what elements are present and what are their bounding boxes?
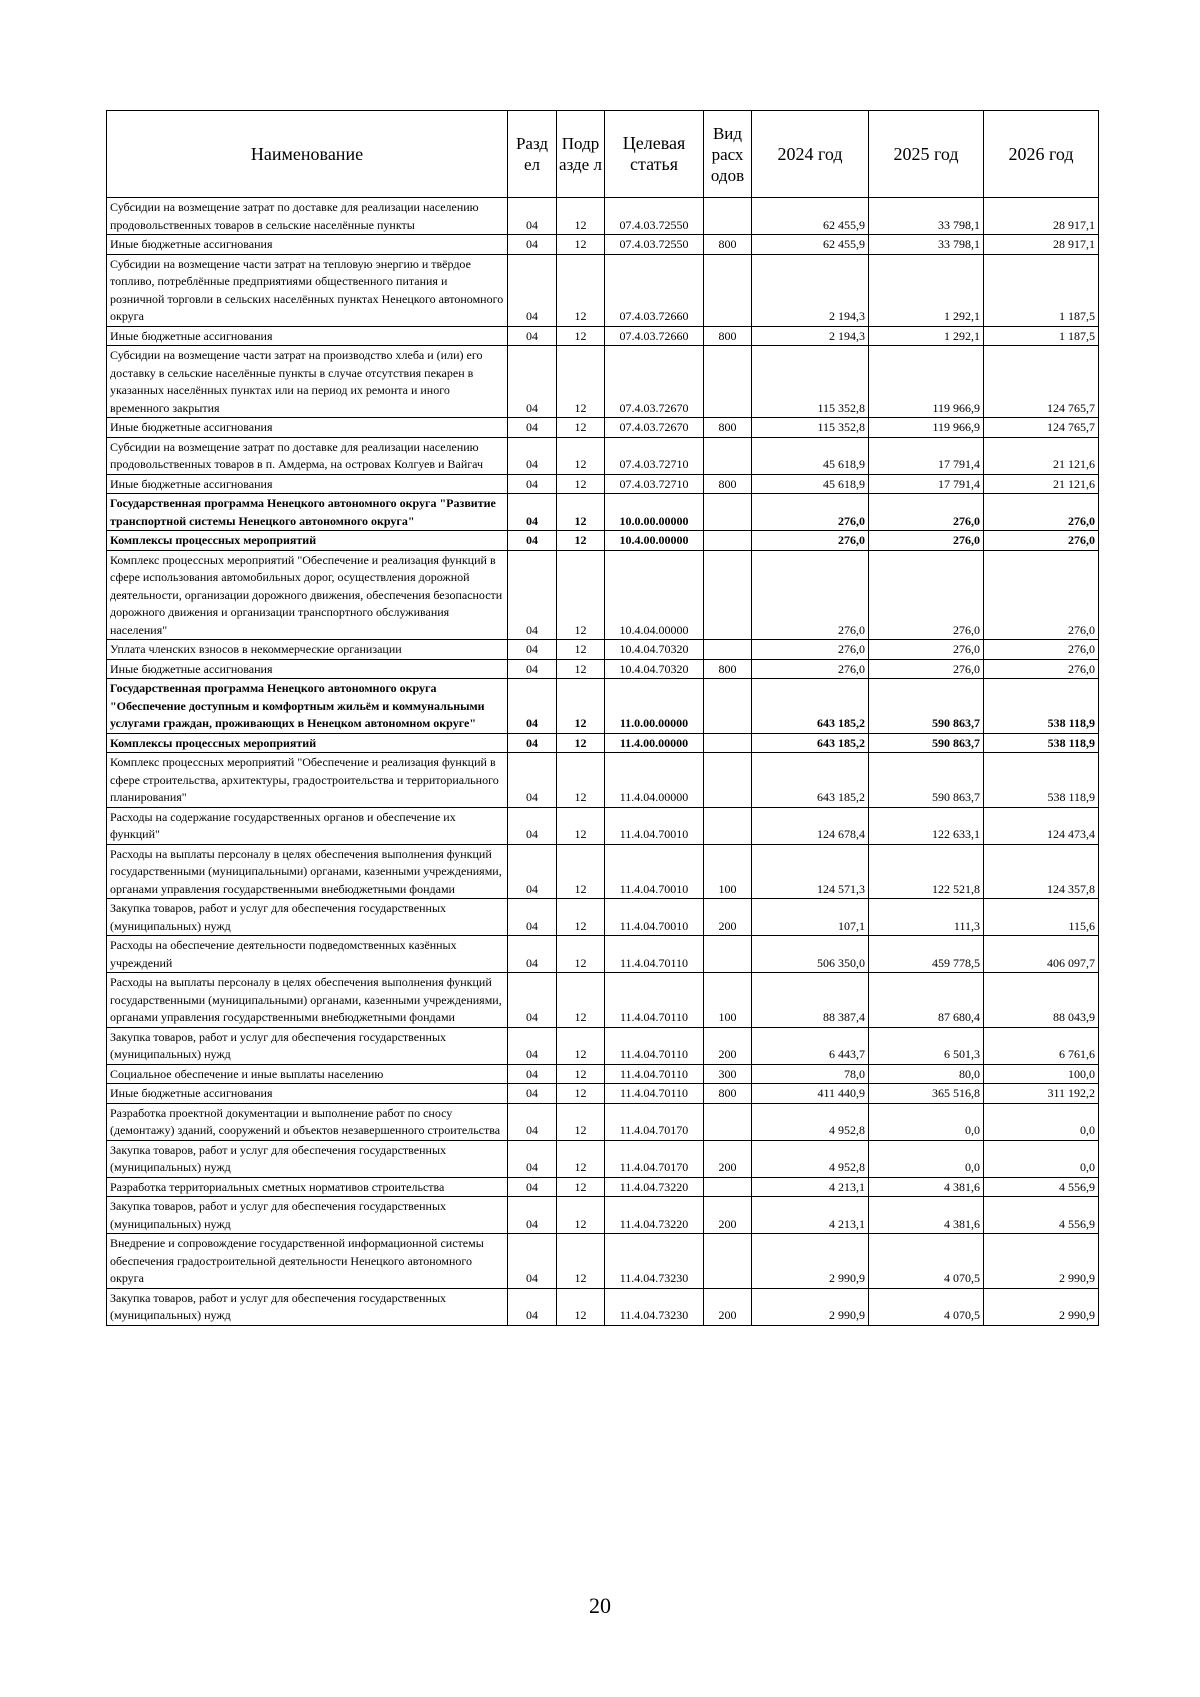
table-row bbox=[107, 531, 1099, 551]
cell-2026: 124 357,8 bbox=[984, 844, 1099, 899]
cell-name: Разработка проектной документации и выполнение работ по сносу (демонтажу) зданий, сооружений и объектов незавершенного строительства bbox=[107, 1103, 508, 1140]
cell-podrazdel: 12 bbox=[557, 418, 605, 438]
cell-razdel: 04 bbox=[508, 1084, 557, 1104]
cell-2025: 17 791,4 bbox=[869, 474, 984, 494]
cell-2025: 365 516,8 bbox=[869, 1084, 984, 1104]
cell-2026: 276,0 bbox=[984, 531, 1099, 551]
cell-target-article: 11.4.04.70170 bbox=[605, 1103, 704, 1140]
page-number: 20 bbox=[589, 1593, 611, 1618]
cell-expense-type: 200 bbox=[704, 1027, 752, 1064]
cell-razdel: 04 bbox=[508, 844, 557, 899]
table-row bbox=[107, 1064, 1099, 1084]
cell-name: Закупка товаров, работ и услуг для обеспечения государственных (муниципальных) нужд bbox=[107, 1197, 508, 1234]
cell-podrazdel: 12 bbox=[557, 326, 605, 346]
cell-2026: 311 192,2 bbox=[984, 1084, 1099, 1104]
cell-2025: 459 778,5 bbox=[869, 936, 984, 973]
header-target-article: Целевая статья bbox=[605, 111, 704, 198]
cell-name: Расходы на содержание государственных органов и обеспечение их функций" bbox=[107, 807, 508, 844]
cell-podrazdel: 12 bbox=[557, 936, 605, 973]
cell-name: Иные бюджетные ассигнования bbox=[107, 326, 508, 346]
cell-podrazdel: 12 bbox=[557, 254, 605, 326]
cell-2024: 115 352,8 bbox=[752, 346, 869, 418]
table-row bbox=[107, 1197, 1099, 1234]
cell-2026: 21 121,6 bbox=[984, 437, 1099, 474]
cell-2025: 276,0 bbox=[869, 640, 984, 660]
cell-target-article: 10.4.04.70320 bbox=[605, 640, 704, 660]
cell-expense-type: 200 bbox=[704, 1197, 752, 1234]
cell-2026: 2 990,9 bbox=[984, 1234, 1099, 1289]
table-body bbox=[107, 198, 1099, 1326]
cell-2025: 122 633,1 bbox=[869, 807, 984, 844]
cell-target-article: 11.4.04.70110 bbox=[605, 936, 704, 973]
cell-2025: 276,0 bbox=[869, 494, 984, 531]
table-row bbox=[107, 550, 1099, 640]
cell-razdel: 04 bbox=[508, 640, 557, 660]
cell-2024: 45 618,9 bbox=[752, 474, 869, 494]
cell-target-article: 11.4.04.70110 bbox=[605, 1027, 704, 1064]
cell-name: Государственная программа Ненецкого автономного округа "Развитие транспортной системы Ненецкого автономного округа" bbox=[107, 494, 508, 531]
cell-target-article: 11.4.04.73230 bbox=[605, 1288, 704, 1325]
header-2025: 2025 год bbox=[869, 111, 984, 198]
cell-razdel: 04 bbox=[508, 550, 557, 640]
cell-target-article: 11.4.04.70170 bbox=[605, 1140, 704, 1177]
cell-2025: 6 501,3 bbox=[869, 1027, 984, 1064]
table-row bbox=[107, 198, 1099, 235]
cell-name: Иные бюджетные ассигнования bbox=[107, 418, 508, 438]
cell-2025: 276,0 bbox=[869, 531, 984, 551]
cell-name: Расходы на обеспечение деятельности подведомственных казённых учреждений bbox=[107, 936, 508, 973]
table-row bbox=[107, 1084, 1099, 1104]
cell-2024: 4 952,8 bbox=[752, 1103, 869, 1140]
cell-razdel: 04 bbox=[508, 1234, 557, 1289]
cell-2024: 2 194,3 bbox=[752, 254, 869, 326]
cell-target-article: 11.0.00.00000 bbox=[605, 679, 704, 734]
cell-expense-type bbox=[704, 640, 752, 660]
table-row bbox=[107, 326, 1099, 346]
cell-razdel: 04 bbox=[508, 1140, 557, 1177]
cell-2026: 406 097,7 bbox=[984, 936, 1099, 973]
cell-podrazdel: 12 bbox=[557, 1177, 605, 1197]
cell-2024: 2 990,9 bbox=[752, 1288, 869, 1325]
cell-2024: 88 387,4 bbox=[752, 973, 869, 1028]
cell-podrazdel: 12 bbox=[557, 1103, 605, 1140]
cell-expense-type: 100 bbox=[704, 844, 752, 899]
table-row bbox=[107, 1103, 1099, 1140]
cell-2026: 100,0 bbox=[984, 1064, 1099, 1084]
cell-expense-type: 800 bbox=[704, 235, 752, 255]
cell-name: Расходы на выплаты персоналу в целях обеспечения выполнения функций государственными (муниципальными) органами, казенными учреждениями, органами управления государственными внебюджетными фондами bbox=[107, 844, 508, 899]
cell-name: Иные бюджетные ассигнования bbox=[107, 474, 508, 494]
cell-2024: 2 194,3 bbox=[752, 326, 869, 346]
table-row bbox=[107, 1234, 1099, 1289]
cell-expense-type bbox=[704, 1234, 752, 1289]
cell-2024: 62 455,9 bbox=[752, 235, 869, 255]
cell-2026: 28 917,1 bbox=[984, 235, 1099, 255]
cell-2025: 276,0 bbox=[869, 659, 984, 679]
cell-2025: 33 798,1 bbox=[869, 235, 984, 255]
cell-2026: 88 043,9 bbox=[984, 973, 1099, 1028]
cell-target-article: 11.4.04.73220 bbox=[605, 1197, 704, 1234]
cell-2026: 124 765,7 bbox=[984, 346, 1099, 418]
cell-razdel: 04 bbox=[508, 1103, 557, 1140]
table-row bbox=[107, 437, 1099, 474]
cell-2026: 538 118,9 bbox=[984, 733, 1099, 753]
cell-2025: 590 863,7 bbox=[869, 679, 984, 734]
table-header-row bbox=[107, 111, 1099, 198]
cell-razdel: 04 bbox=[508, 1064, 557, 1084]
header-name: Наименование bbox=[107, 111, 508, 198]
cell-expense-type bbox=[704, 733, 752, 753]
cell-podrazdel: 12 bbox=[557, 899, 605, 936]
cell-2024: 2 990,9 bbox=[752, 1234, 869, 1289]
cell-target-article: 11.4.04.70110 bbox=[605, 1064, 704, 1084]
cell-podrazdel: 12 bbox=[557, 1288, 605, 1325]
cell-2026: 0,0 bbox=[984, 1103, 1099, 1140]
cell-2025: 4 381,6 bbox=[869, 1177, 984, 1197]
cell-razdel: 04 bbox=[508, 418, 557, 438]
table-row bbox=[107, 679, 1099, 734]
table-row bbox=[107, 640, 1099, 660]
cell-expense-type bbox=[704, 531, 752, 551]
cell-2026: 0,0 bbox=[984, 1140, 1099, 1177]
cell-2024: 643 185,2 bbox=[752, 753, 869, 808]
cell-expense-type bbox=[704, 198, 752, 235]
cell-2025: 4 381,6 bbox=[869, 1197, 984, 1234]
cell-2025: 33 798,1 bbox=[869, 198, 984, 235]
cell-name: Социальное обеспечение и иные выплаты населению bbox=[107, 1064, 508, 1084]
cell-expense-type: 200 bbox=[704, 1140, 752, 1177]
cell-podrazdel: 12 bbox=[557, 494, 605, 531]
cell-podrazdel: 12 bbox=[557, 1234, 605, 1289]
cell-name: Внедрение и сопровождение государственной информационной системы обеспечения градостроительной деятельности Ненецкого автономного округа bbox=[107, 1234, 508, 1289]
cell-name: Расходы на выплаты персоналу в целях обеспечения выполнения функций государственными (муниципальными) органами, казенными учреждениями, органами управления государственными внебюджетными фондами bbox=[107, 973, 508, 1028]
cell-podrazdel: 12 bbox=[557, 733, 605, 753]
cell-podrazdel: 12 bbox=[557, 437, 605, 474]
cell-2024: 62 455,9 bbox=[752, 198, 869, 235]
cell-target-article: 10.4.00.00000 bbox=[605, 531, 704, 551]
cell-podrazdel: 12 bbox=[557, 659, 605, 679]
cell-razdel: 04 bbox=[508, 733, 557, 753]
cell-target-article: 11.4.00.00000 bbox=[605, 733, 704, 753]
cell-podrazdel: 12 bbox=[557, 1197, 605, 1234]
cell-2025: 119 966,9 bbox=[869, 418, 984, 438]
cell-podrazdel: 12 bbox=[557, 346, 605, 418]
cell-2024: 6 443,7 bbox=[752, 1027, 869, 1064]
cell-razdel: 04 bbox=[508, 1197, 557, 1234]
cell-name: Субсидии на возмещение затрат по доставке для реализации населению продовольственных товаров в п. Амдерма, на островах Колгуев и Вайгач bbox=[107, 437, 508, 474]
cell-expense-type bbox=[704, 550, 752, 640]
cell-name: Субсидии на возмещение затрат по доставке для реализации населению продовольственных товаров в сельские населённые пункты bbox=[107, 198, 508, 235]
cell-2026: 4 556,9 bbox=[984, 1177, 1099, 1197]
cell-name: Закупка товаров, работ и услуг для обеспечения государственных (муниципальных) нужд bbox=[107, 1140, 508, 1177]
cell-razdel: 04 bbox=[508, 679, 557, 734]
table-row bbox=[107, 1140, 1099, 1177]
cell-2025: 276,0 bbox=[869, 550, 984, 640]
cell-razdel: 04 bbox=[508, 936, 557, 973]
cell-name: Комплексы процессных мероприятий bbox=[107, 531, 508, 551]
cell-podrazdel: 12 bbox=[557, 474, 605, 494]
cell-2025: 122 521,8 bbox=[869, 844, 984, 899]
cell-2025: 590 863,7 bbox=[869, 753, 984, 808]
cell-podrazdel: 12 bbox=[557, 1084, 605, 1104]
table-row bbox=[107, 807, 1099, 844]
cell-razdel: 04 bbox=[508, 346, 557, 418]
table-row bbox=[107, 418, 1099, 438]
cell-2024: 276,0 bbox=[752, 659, 869, 679]
cell-expense-type bbox=[704, 346, 752, 418]
cell-2025: 0,0 bbox=[869, 1103, 984, 1140]
cell-podrazdel: 12 bbox=[557, 973, 605, 1028]
cell-target-article: 07.4.03.72550 bbox=[605, 235, 704, 255]
cell-2024: 4 213,1 bbox=[752, 1197, 869, 1234]
cell-target-article: 10.4.04.00000 bbox=[605, 550, 704, 640]
cell-target-article: 07.4.03.72550 bbox=[605, 198, 704, 235]
cell-expense-type: 200 bbox=[704, 1288, 752, 1325]
cell-target-article: 07.4.03.72710 bbox=[605, 437, 704, 474]
cell-name: Закупка товаров, работ и услуг для обеспечения государственных (муниципальных) нужд bbox=[107, 1027, 508, 1064]
table-row bbox=[107, 973, 1099, 1028]
cell-razdel: 04 bbox=[508, 659, 557, 679]
table-row bbox=[107, 1177, 1099, 1197]
cell-razdel: 04 bbox=[508, 254, 557, 326]
cell-podrazdel: 12 bbox=[557, 1140, 605, 1177]
cell-expense-type bbox=[704, 753, 752, 808]
cell-name: Комплекс процессных мероприятий "Обеспечение и реализация функций в сфере строительства, архитектуры, градостроительства и территориального планирования" bbox=[107, 753, 508, 808]
cell-razdel: 04 bbox=[508, 326, 557, 346]
budget-table bbox=[106, 110, 1099, 1326]
cell-expense-type: 800 bbox=[704, 659, 752, 679]
cell-expense-type bbox=[704, 437, 752, 474]
cell-2026: 6 761,6 bbox=[984, 1027, 1099, 1064]
cell-name: Закупка товаров, работ и услуг для обеспечения государственных (муниципальных) нужд bbox=[107, 899, 508, 936]
cell-2024: 124 678,4 bbox=[752, 807, 869, 844]
cell-expense-type: 300 bbox=[704, 1064, 752, 1084]
cell-2024: 276,0 bbox=[752, 494, 869, 531]
header-razdel: Разд ел bbox=[508, 111, 557, 198]
cell-podrazdel: 12 bbox=[557, 550, 605, 640]
cell-razdel: 04 bbox=[508, 474, 557, 494]
cell-target-article: 07.4.03.72670 bbox=[605, 346, 704, 418]
cell-razdel: 04 bbox=[508, 235, 557, 255]
header-podrazdel: Подр азде л bbox=[557, 111, 605, 198]
cell-razdel: 04 bbox=[508, 973, 557, 1028]
cell-target-article: 07.4.03.72710 bbox=[605, 474, 704, 494]
cell-expense-type: 200 bbox=[704, 899, 752, 936]
cell-2026: 4 556,9 bbox=[984, 1197, 1099, 1234]
cell-name: Комплекс процессных мероприятий "Обеспечение и реализация функций в сфере использования автомобильных дорог, осуществления дорожной деятельности, организации дорожного движения, обеспечения безопасности дорожного движения и организации транспортного обслуживания населения" bbox=[107, 550, 508, 640]
cell-2026: 2 990,9 bbox=[984, 1288, 1099, 1325]
cell-2026: 124 473,4 bbox=[984, 807, 1099, 844]
cell-name: Иные бюджетные ассигнования bbox=[107, 235, 508, 255]
cell-target-article: 11.4.04.70010 bbox=[605, 899, 704, 936]
cell-2024: 411 440,9 bbox=[752, 1084, 869, 1104]
header-2026: 2026 год bbox=[984, 111, 1099, 198]
cell-2025: 4 070,5 bbox=[869, 1234, 984, 1289]
cell-2026: 276,0 bbox=[984, 640, 1099, 660]
table-row bbox=[107, 235, 1099, 255]
cell-2024: 643 185,2 bbox=[752, 733, 869, 753]
cell-2026: 276,0 bbox=[984, 550, 1099, 640]
cell-target-article: 11.4.04.70010 bbox=[605, 807, 704, 844]
cell-expense-type bbox=[704, 679, 752, 734]
cell-razdel: 04 bbox=[508, 899, 557, 936]
cell-2026: 115,6 bbox=[984, 899, 1099, 936]
cell-expense-type bbox=[704, 1177, 752, 1197]
cell-expense-type bbox=[704, 494, 752, 531]
cell-target-article: 07.4.03.72670 bbox=[605, 418, 704, 438]
cell-2026: 21 121,6 bbox=[984, 474, 1099, 494]
cell-expense-type bbox=[704, 1103, 752, 1140]
cell-target-article: 11.4.04.73230 bbox=[605, 1234, 704, 1289]
cell-2026: 538 118,9 bbox=[984, 679, 1099, 734]
cell-2025: 1 292,1 bbox=[869, 254, 984, 326]
cell-expense-type: 100 bbox=[704, 973, 752, 1028]
cell-2024: 4 952,8 bbox=[752, 1140, 869, 1177]
cell-name: Закупка товаров, работ и услуг для обеспечения государственных (муниципальных) нужд bbox=[107, 1288, 508, 1325]
cell-2025: 87 680,4 bbox=[869, 973, 984, 1028]
cell-name: Иные бюджетные ассигнования bbox=[107, 1084, 508, 1104]
cell-razdel: 04 bbox=[508, 1027, 557, 1064]
cell-2024: 115 352,8 bbox=[752, 418, 869, 438]
cell-2026: 276,0 bbox=[984, 659, 1099, 679]
cell-expense-type: 800 bbox=[704, 418, 752, 438]
table-row bbox=[107, 753, 1099, 808]
cell-name: Разработка территориальных сметных нормативов строительства bbox=[107, 1177, 508, 1197]
cell-expense-type: 800 bbox=[704, 474, 752, 494]
cell-razdel: 04 bbox=[508, 437, 557, 474]
cell-name: Государственная программа Ненецкого автономного округа "Обеспечение доступным и комфортным жильём и коммунальными услугами граждан, проживающих в Ненецком автономном округе" bbox=[107, 679, 508, 734]
cell-razdel: 04 bbox=[508, 1288, 557, 1325]
cell-name: Субсидии на возмещение части затрат на производство хлеба и (или) его доставку в сельские населённые пункты в случае отсутствия пекарен в указанных населённых пунктах или на период их ремонта и иного временного закрытия bbox=[107, 346, 508, 418]
cell-expense-type bbox=[704, 807, 752, 844]
cell-2025: 17 791,4 bbox=[869, 437, 984, 474]
header-2024: 2024 год bbox=[752, 111, 869, 198]
cell-2026: 28 917,1 bbox=[984, 198, 1099, 235]
cell-2026: 1 187,5 bbox=[984, 326, 1099, 346]
cell-2025: 0,0 bbox=[869, 1140, 984, 1177]
table-row bbox=[107, 494, 1099, 531]
cell-podrazdel: 12 bbox=[557, 235, 605, 255]
cell-target-article: 11.4.04.70110 bbox=[605, 1084, 704, 1104]
cell-2026: 124 765,7 bbox=[984, 418, 1099, 438]
cell-target-article: 11.4.04.73220 bbox=[605, 1177, 704, 1197]
cell-2024: 124 571,3 bbox=[752, 844, 869, 899]
cell-2024: 4 213,1 bbox=[752, 1177, 869, 1197]
cell-expense-type bbox=[704, 254, 752, 326]
cell-razdel: 04 bbox=[508, 198, 557, 235]
cell-podrazdel: 12 bbox=[557, 531, 605, 551]
cell-2025: 590 863,7 bbox=[869, 733, 984, 753]
cell-target-article: 11.4.04.70110 bbox=[605, 973, 704, 1028]
cell-razdel: 04 bbox=[508, 494, 557, 531]
cell-name: Комплексы процессных мероприятий bbox=[107, 733, 508, 753]
cell-2025: 4 070,5 bbox=[869, 1288, 984, 1325]
cell-razdel: 04 bbox=[508, 531, 557, 551]
cell-podrazdel: 12 bbox=[557, 844, 605, 899]
cell-target-article: 10.4.04.70320 bbox=[605, 659, 704, 679]
cell-target-article: 07.4.03.72660 bbox=[605, 254, 704, 326]
table-row bbox=[107, 1027, 1099, 1064]
table-row bbox=[107, 936, 1099, 973]
cell-2024: 276,0 bbox=[752, 550, 869, 640]
cell-2024: 276,0 bbox=[752, 640, 869, 660]
cell-expense-type bbox=[704, 936, 752, 973]
cell-2024: 107,1 bbox=[752, 899, 869, 936]
cell-2025: 80,0 bbox=[869, 1064, 984, 1084]
cell-podrazdel: 12 bbox=[557, 1027, 605, 1064]
cell-expense-type: 800 bbox=[704, 326, 752, 346]
cell-2025: 119 966,9 bbox=[869, 346, 984, 418]
table-row bbox=[107, 254, 1099, 326]
cell-podrazdel: 12 bbox=[557, 640, 605, 660]
cell-2026: 1 187,5 bbox=[984, 254, 1099, 326]
header-expense-type: Вид расх одов bbox=[704, 111, 752, 198]
cell-target-article: 11.4.04.70010 bbox=[605, 844, 704, 899]
cell-2026: 538 118,9 bbox=[984, 753, 1099, 808]
table-row bbox=[107, 346, 1099, 418]
cell-2024: 276,0 bbox=[752, 531, 869, 551]
table-row bbox=[107, 733, 1099, 753]
table-row bbox=[107, 659, 1099, 679]
cell-target-article: 07.4.03.72660 bbox=[605, 326, 704, 346]
cell-name: Иные бюджетные ассигнования bbox=[107, 659, 508, 679]
cell-2024: 643 185,2 bbox=[752, 679, 869, 734]
cell-2026: 276,0 bbox=[984, 494, 1099, 531]
cell-name: Субсидии на возмещение части затрат на тепловую энергию и твёрдое топливо, потреблённые предприятиями общественного питания и розничной торговли в сельских населённых пунктах Ненецкого автономного округа bbox=[107, 254, 508, 326]
cell-razdel: 04 bbox=[508, 753, 557, 808]
cell-podrazdel: 12 bbox=[557, 807, 605, 844]
cell-razdel: 04 bbox=[508, 807, 557, 844]
cell-2025: 1 292,1 bbox=[869, 326, 984, 346]
cell-expense-type: 800 bbox=[704, 1084, 752, 1104]
cell-name: Уплата членских взносов в некоммерческие организации bbox=[107, 640, 508, 660]
cell-target-article: 11.4.04.00000 bbox=[605, 753, 704, 808]
table-row bbox=[107, 899, 1099, 936]
table-row bbox=[107, 1288, 1099, 1325]
table-row bbox=[107, 474, 1099, 494]
cell-podrazdel: 12 bbox=[557, 198, 605, 235]
cell-2025: 111,3 bbox=[869, 899, 984, 936]
cell-2024: 506 350,0 bbox=[752, 936, 869, 973]
cell-podrazdel: 12 bbox=[557, 679, 605, 734]
table-row bbox=[107, 844, 1099, 899]
cell-target-article: 10.0.00.00000 bbox=[605, 494, 704, 531]
cell-2024: 45 618,9 bbox=[752, 437, 869, 474]
cell-2024: 78,0 bbox=[752, 1064, 869, 1084]
cell-podrazdel: 12 bbox=[557, 753, 605, 808]
cell-podrazdel: 12 bbox=[557, 1064, 605, 1084]
cell-razdel: 04 bbox=[508, 1177, 557, 1197]
